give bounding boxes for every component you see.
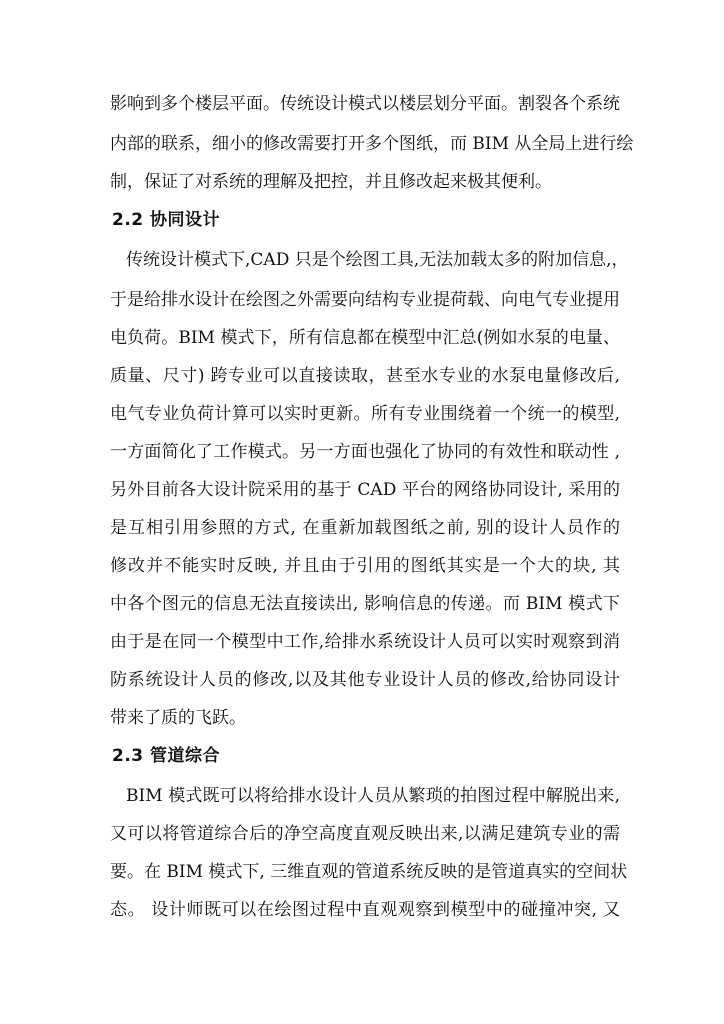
paragraph-line: 防系统设计人员的修改,以及其他专业设计人员的修改,给协同设计 (110, 670, 620, 690)
section-heading-2-3: 2.3 管道综合 (112, 746, 221, 766)
section-heading-2-2: 2.2 协同设计 (112, 210, 221, 230)
paragraph-line: 中各个图元的信息无法直接读出, 影响信息的传递。而 BIM 模式下 (110, 594, 620, 614)
paragraph-line: 修改并不能实时反映, 并且由于引用的图纸其实是一个大的块, 其 (110, 556, 620, 576)
paragraph-line: 由于是在同一个模型中工作,给排水系统设计人员可以实时观察到消 (110, 632, 620, 652)
paragraph-line: 影响到多个楼层平面。传统设计模式以楼层划分平面。割裂各个系统 (110, 94, 620, 114)
paragraph-line: 另外目前各大设计院采用的基于 CAD 平台的网络协同设计, 采用的 (110, 480, 620, 500)
paragraph-line: BIM 模式既可以将给排水设计人员从繁琐的拍图过程中解脱出来, (126, 786, 620, 806)
paragraph-line: 传统设计模式下,CAD 只是个绘图工具,无法加载太多的附加信息,， (126, 250, 629, 270)
paragraph-line: 又可以将管道综合后的净空高度直观反映出来,以满足建筑专业的需 (110, 824, 620, 844)
paragraph-line: 于是给排水设计在绘图之外需要向结构专业提荷载、向电气专业提用 (110, 290, 620, 310)
paragraph-line: 是互相引用参照的方式, 在重新加载图纸之前, 别的设计人员作的 (110, 518, 620, 538)
paragraph-line: 质量、尺寸) 跨专业可以直接读取，甚至水专业的水泵电量修改后, (110, 366, 620, 386)
paragraph-line: 要。在 BIM 模式下, 三维直观的管道系统反映的是管道真实的空间状 (110, 862, 628, 882)
paragraph-line: 制，保证了对系统的理解及把控，并且修改起来极其便利。 (110, 172, 552, 192)
paragraph-line: 电负荷。BIM 模式下，所有信息都在模型中汇总(例如水泵的电量、 (110, 328, 620, 348)
paragraph-line: 电气专业负荷计算可以实时更新。所有专业围绕着一个统一的模型, (110, 404, 620, 424)
paragraph-line: 一方面简化了工作模式。另一方面也强化了协同的有效性和联动性 , (110, 442, 620, 462)
paragraph-line: 态。 设计师既可以在绘图过程中直观观察到模型中的碰撞冲突, 又 (110, 900, 620, 920)
paragraph-line: 内部的联系，细小的修改需要打开多个图纸，而 BIM 从全局上进行绘 (110, 134, 634, 154)
paragraph-line: 带来了质的飞跃。 (110, 708, 246, 728)
